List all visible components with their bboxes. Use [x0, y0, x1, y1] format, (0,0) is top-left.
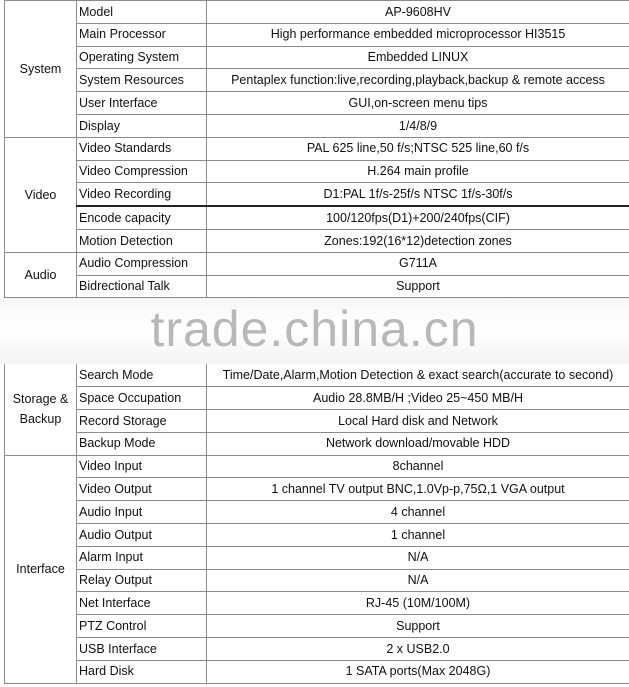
value-cell: Network download/movable HDD: [207, 432, 629, 455]
value-cell: H.264 main profile: [207, 160, 629, 183]
value-cell: N/A: [207, 546, 629, 569]
table-row: [5, 592, 629, 615]
feature-cell: Video Standards: [77, 137, 207, 160]
feature-cell: Operating System: [77, 46, 207, 69]
feature-cell: Video Input: [77, 455, 207, 478]
table-row: [5, 137, 629, 160]
value-cell: 1 SATA ports(Max 2048G): [207, 660, 629, 683]
feature-cell: Search Mode: [77, 364, 207, 387]
feature-cell: USB Interface: [77, 637, 207, 660]
value-cell: N/A: [207, 569, 629, 592]
feature-cell: Relay Output: [77, 569, 207, 592]
value-cell: PAL 625 line,50 f/s;NTSC 525 line,60 f/s: [207, 137, 629, 160]
value-cell: Local Hard disk and Network: [207, 409, 629, 432]
table-row: [5, 92, 629, 115]
watermark-text: trade.china.cn: [150, 301, 479, 357]
feature-cell: Audio Compression: [77, 252, 207, 275]
value-cell: 1 channel TV output BNC,1.0Vp-p,75Ω,1 VGA output: [207, 478, 629, 501]
value-cell: High performance embedded microprocessor HI3515: [207, 23, 629, 46]
category-cell: Video: [5, 137, 77, 252]
feature-cell: Hard Disk: [77, 660, 207, 683]
table-row: [5, 1, 629, 24]
table-row: [5, 160, 629, 183]
table-row: [5, 275, 629, 298]
value-cell: 1/4/8/9: [207, 114, 629, 137]
value-cell: 4 channel: [207, 501, 629, 524]
table-row: [5, 569, 629, 592]
table-row: [5, 364, 629, 387]
feature-cell: Net Interface: [77, 592, 207, 615]
table-row: [5, 523, 629, 546]
feature-cell: Backup Mode: [77, 432, 207, 455]
table-row: [5, 23, 629, 46]
table-row: [5, 546, 629, 569]
feature-cell: Motion Detection: [77, 229, 207, 252]
feature-cell: Encode capacity: [77, 206, 207, 229]
value-cell: D1:PAL 1f/s-25f/s NTSC 1f/s-30f/s: [207, 183, 629, 206]
table-row: [5, 501, 629, 524]
table-row: [5, 206, 629, 229]
category-cell: Interface: [5, 455, 77, 683]
feature-cell: Audio Input: [77, 501, 207, 524]
value-cell: 100/120fps(D1)+200/240fps(CIF): [207, 206, 629, 229]
table-row: [5, 615, 629, 638]
category-cell: Audio: [5, 252, 77, 298]
value-cell: AP-9608HV: [207, 1, 629, 24]
table-row: [5, 229, 629, 252]
value-cell: Audio 28.8MB/H ;Video 25~450 MB/H: [207, 387, 629, 410]
feature-cell: Video Output: [77, 478, 207, 501]
table-row: [5, 183, 629, 206]
table-row: [5, 114, 629, 137]
category-cell: Storage & Backup: [5, 364, 77, 455]
value-cell: GUI,on-screen menu tips: [207, 92, 629, 115]
feature-cell: PTZ Control: [77, 615, 207, 638]
value-cell: 2 x USB2.0: [207, 637, 629, 660]
table-row: [5, 432, 629, 455]
feature-cell: Model: [77, 1, 207, 24]
value-cell: Embedded LINUX: [207, 46, 629, 69]
table-row: [5, 478, 629, 501]
feature-cell: Record Storage: [77, 409, 207, 432]
value-cell: Zones:192(16*12)detection zones: [207, 229, 629, 252]
feature-cell: System Resources: [77, 69, 207, 92]
value-cell: Support: [207, 275, 629, 298]
feature-cell: Display: [77, 114, 207, 137]
feature-cell: Main Processor: [77, 23, 207, 46]
table-row: [5, 455, 629, 478]
value-cell: 8channel: [207, 455, 629, 478]
table-row: [5, 387, 629, 410]
feature-cell: Video Compression: [77, 160, 207, 183]
value-cell: G711A: [207, 252, 629, 275]
category-cell: System: [5, 1, 77, 138]
value-cell: Time/Date,Alarm,Motion Detection & exact search(accurate to second): [207, 364, 629, 387]
feature-cell: Audio Output: [77, 523, 207, 546]
value-cell: 1 channel: [207, 523, 629, 546]
feature-cell: Video Recording: [77, 183, 207, 206]
feature-cell: Space Occupation: [77, 387, 207, 410]
value-cell: Support: [207, 615, 629, 638]
feature-cell: User Interface: [77, 92, 207, 115]
feature-cell: Alarm Input: [77, 546, 207, 569]
feature-cell: Bidrectional Talk: [77, 275, 207, 298]
table-row: [5, 637, 629, 660]
table-row: [5, 660, 629, 683]
table-row: [5, 409, 629, 432]
table-row: [5, 252, 629, 275]
table-row: [5, 46, 629, 69]
value-cell: Pentaplex function:live,recording,playback,backup & remote access: [207, 69, 629, 92]
table-row: [5, 69, 629, 92]
value-cell: RJ-45 (10M/100M): [207, 592, 629, 615]
